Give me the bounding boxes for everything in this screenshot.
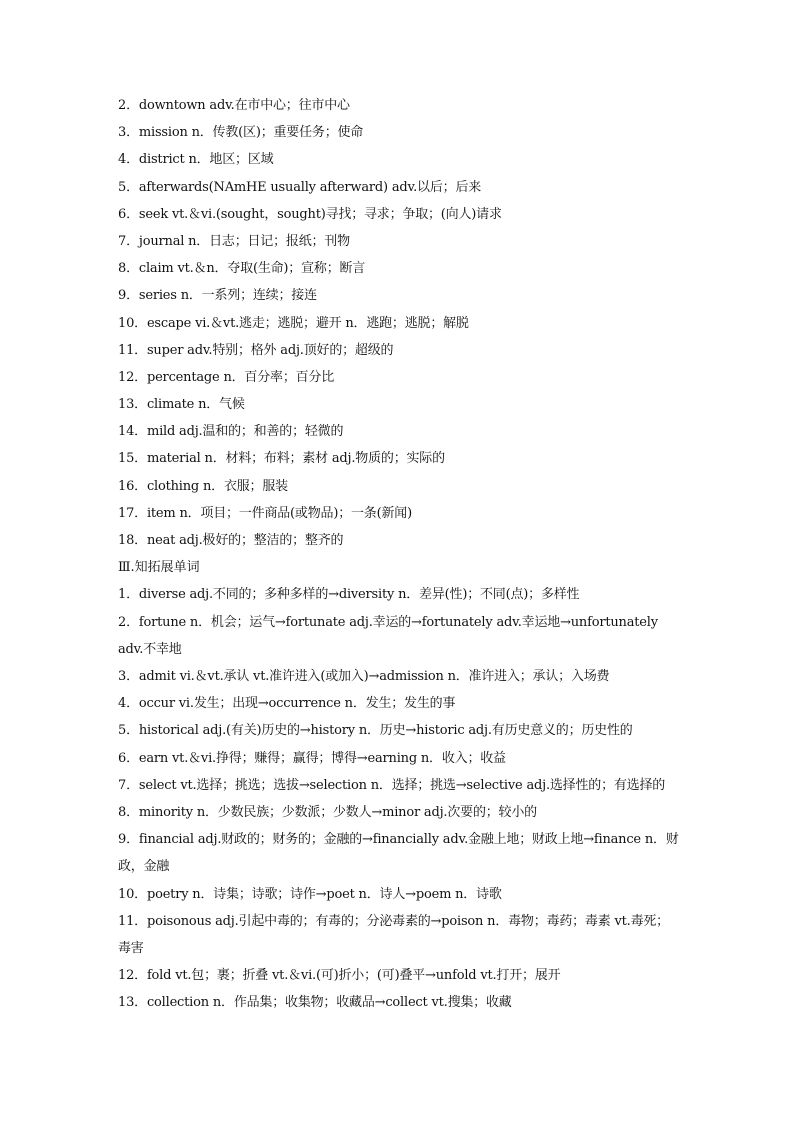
vocab-entry-poetry: 10．poetry n．诗集；诗歌；诗作→poet n．诗人→poem n．诗歌 xyxy=(118,886,502,902)
vocab-entry-fortune: 2．fortune n．机会；运气→fortunate adj.幸运的→fortunately adv.幸运地→unfortunately adv.不幸地 xyxy=(118,614,658,657)
vocab-entry-climate: 13．climate n．气候 xyxy=(118,397,245,413)
vocab-entry-percentage: 12．percentage n．百分率；百分比 xyxy=(118,369,335,385)
vocab-entry-material: 15．material n．材料；布料；素材 adj.物质的；实际的 xyxy=(118,451,445,467)
vocab-entry-super: 11．super adv.特别；格外 adj.顶好的；超级的 xyxy=(118,342,394,358)
vocab-entry-historical: 5．historical adj.(有关)历史的→history n．历史→historic adj.有历史意义的；历史性的 xyxy=(118,723,633,739)
vocab-entry-mild: 14．mild adj.温和的；和善的；轻微的 xyxy=(118,424,344,440)
vocab-entry-escape: 10．escape vi.＆vt.逃走；逃脱；避开 n．逃跑；逃脱；解脱 xyxy=(118,315,469,331)
vocab-entry-claim: 8．claim vt.＆n．夺取(生命)；宣称；断言 xyxy=(118,261,366,277)
vocab-entry-afterwards: 5．afterwards(NAmHE usually afterward) adv.以后；后来 xyxy=(118,179,482,195)
vocab-entry-neat: 18．neat adj.极好的；整洁的；整齐的 xyxy=(118,533,344,548)
vocab-entry-minority: 8．minority n．少数民族；少数派；少数人→minor adj.次要的；较小的 xyxy=(118,804,537,820)
section-heading-extension-words: Ⅲ.知拓展单词 xyxy=(118,560,200,576)
vocab-entry-poisonous: 11．poisonous adj.引起中毒的；有毒的；分泌毒素的→poison n．毒物；毒药；毒素 vt.毒死；毒害 xyxy=(118,913,669,956)
vocab-entry-item: 17．item n．项目；一件商品(或物品)；一条(新闻) xyxy=(118,505,412,521)
vocab-entry-series: 9．series n．一系列；连续；接连 xyxy=(118,288,317,304)
vocab-entry-diverse: 1．diverse adj.不同的；多种多样的→diversity n．差异(性)；不同(点)；多样性 xyxy=(118,587,580,603)
vocab-entry-seek: 6．seek vt.＆vi.(sought，sought)寻找；寻求；争取；(向人)请求 xyxy=(118,206,502,222)
vocabulary-list xyxy=(118,92,680,1016)
vocab-entry-clothing: 16．clothing n．衣服；服装 xyxy=(118,478,288,494)
vocab-entry-downtown: 2．downtown adv.在市中心；往市中心 xyxy=(118,98,350,113)
vocab-entry-earn: 6．earn vt.＆vi.挣得；赚得；赢得；博得→earning n．收入；收益 xyxy=(118,750,506,766)
vocab-entry-occur: 4．occur vi.发生；出现→occurrence n．发生；发生的事 xyxy=(118,696,456,712)
vocab-entry-mission: 3．mission n．传教(区)；重要任务；使命 xyxy=(118,125,364,141)
vocab-entry-district: 4．district n．地区；区域 xyxy=(118,152,274,168)
vocab-entry-financial: 9．financial adj.财政的；财务的；金融的→financially adv.金融上地；财政上地→finance n．财政，金融 xyxy=(118,832,679,875)
vocab-entry-fold: 12．fold vt.包；裹；折叠 vt.＆vi.(可)折小；(可)叠平→unfold vt.打开；展开 xyxy=(118,968,561,984)
vocab-entry-select: 7．select vt.选择；挑选；选拔→selection n．选择；挑选→selective adj.选择性的；有选择的 xyxy=(118,777,666,793)
vocab-entry-journal: 7．journal n．日志；日记；报纸；刊物 xyxy=(118,233,350,249)
vocab-entry-admit: 3．admit vi.＆vt.承认 vt.准许进入(或加入)→admission n．准许进入；承认；入场费 xyxy=(118,668,610,684)
vocab-entry-collection: 13．collection n．作品集；收集物；收藏品→collect vt.搜集；收藏 xyxy=(118,995,512,1011)
